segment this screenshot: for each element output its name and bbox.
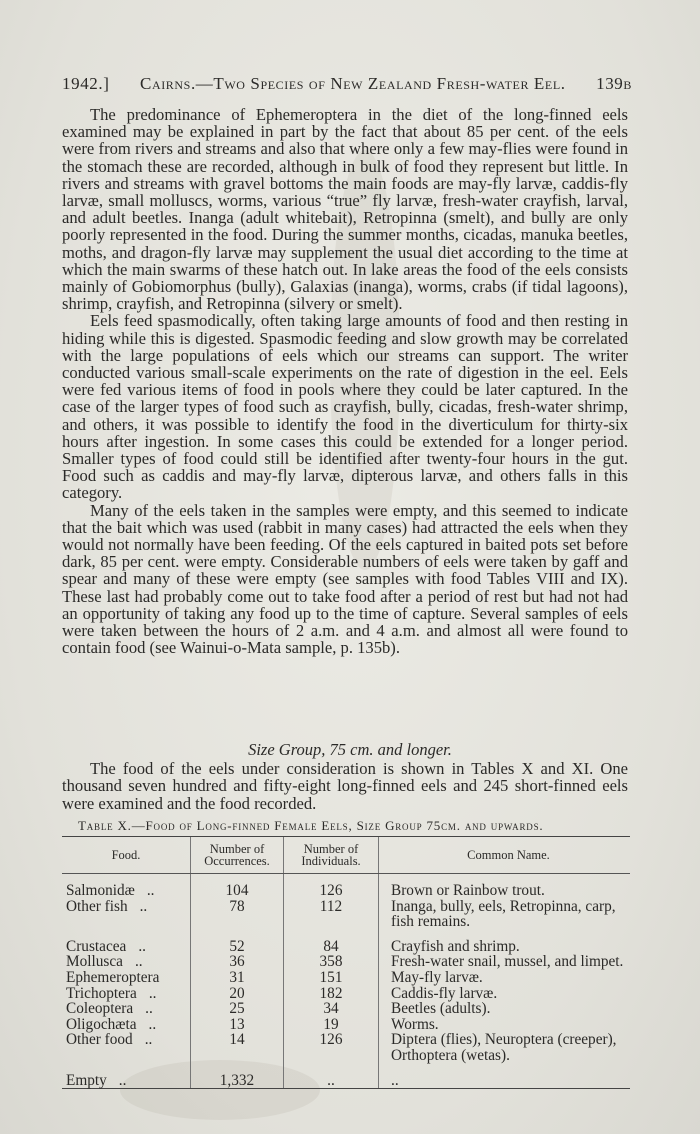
cell-occurrences: 14 <box>191 1032 284 1063</box>
cell-common-name: Fresh-water snail, mussel, and limpet. <box>379 954 631 970</box>
header-title: Cairns.—Two Species of New Zealand Fresh-water Eel. <box>140 74 566 93</box>
food-table <box>62 836 630 1089</box>
running-header <box>62 74 632 94</box>
cell-common-name: Brown or Rainbow trout. <box>379 883 631 899</box>
cell-individuals: 19 <box>284 1017 379 1033</box>
cell-occurrences: 31 <box>191 970 284 986</box>
cell-occurrences: 1,332 <box>191 1073 284 1089</box>
cell-occurrences: 52 <box>191 939 284 955</box>
cell-occurrences: 13 <box>191 1017 284 1033</box>
paragraph-empty-eels: Many of the eels taken in the samples were empty, and this seemed to indicate that the bait which was used (rabbit in many cases) had attracted the eels when they would not normally have been feeding. Of the eels captured in baited pots set before dark, 85 per cent. were empty. Considerable numbers of eels were taken by gaff and spear and many of these were empty (see samples with food Tables VIII and IX). These last had probably come out to take food after a period of rest but had not had an opportunity of taking any food up to the time of capture. Several samples of eels were taken between the hours of 2 a.m. and 4 a.m. and almost all were found to contain food (see Wainui-o-Mata sample, p. 135b). <box>62 500 628 658</box>
paragraph-ephemeroptera: The predominance of Ephemeroptera in the diet of the long-finned eels examined may be explained in part by the fact that about 85 per cent. of the eels were from rivers and streams and also that where only a few may-flies were found in the stomach these are recorded, although in bulk of food they represent but little. In rivers and streams with gravel bottoms the main foods are may-fly larvæ, caddis-fly larvæ, small molluscs, worms, various “true” fly larvæ, fresh-water crayfish, larval, and adult beetles. Inanga (adult whitebait), Retropinna (smelt), and bully are only poorly represented in the food. During the summer months, cicadas, manuka beetles, moths, and dragon-fly larvæ may supplement the usual diet according to the time at which the main swarms of these hatch out. In lake areas the food of the eels consists mainly of Gobiomorphus (bully), Galaxias (inanga), worms, crabs (if tidal lagoons), shrimp, crayfish, and Retropinna (silvery or smelt). <box>62 105 628 314</box>
leader-dots: .. <box>148 1015 157 1033</box>
section-subheading: Size Group, 75 cm. and longer. <box>248 740 452 759</box>
table-row <box>62 939 630 955</box>
leader-dots: .. <box>118 1071 127 1089</box>
header-food: Food. <box>62 837 191 874</box>
table-row <box>62 954 630 970</box>
table-row <box>62 1017 630 1033</box>
cell-common-name: Crayfish and shrimp. <box>379 939 631 955</box>
leader-dots: .. <box>145 1000 153 1018</box>
cell-common-name: Inanga, bully, eels, Retropinna, carp, fish remains. <box>379 899 631 930</box>
cell-food: Oligochæta <box>66 1015 137 1033</box>
table-row <box>62 883 630 899</box>
cell-food: Mollusca <box>66 953 123 971</box>
cell-food: Other food <box>66 1031 133 1049</box>
cell-common-name: Beetles (adults). <box>379 1001 631 1017</box>
cell-individuals: 182 <box>284 986 379 1002</box>
cell-occurrences: 104 <box>191 883 284 899</box>
cell-individuals: 126 <box>284 1032 379 1063</box>
cell-occurrences: 25 <box>191 1001 284 1017</box>
leader-dots: .. <box>148 984 157 1002</box>
cell-food: Empty <box>66 1071 107 1089</box>
cell-food: Other fish <box>66 897 128 915</box>
cell-occurrences: 20 <box>191 986 284 1002</box>
cell-individuals: 151 <box>284 970 379 986</box>
cell-occurrences: 36 <box>191 954 284 970</box>
cell-common-name: Worms. <box>379 1017 631 1033</box>
header-individuals: Number of Individuals. <box>284 837 379 874</box>
header-year: 1942.] <box>62 74 110 93</box>
header-occurrences: Number of Occurrences. <box>191 837 284 874</box>
paragraph-feeding: Eels feed spasmodically, often taking large amounts of food and then resting in hiding while this is digested. Spasmodic feeding and slow growth may be correlated with the large populations of eels which our streams can support. The writer conducted various small-scale experiments on the rate of digestion in the eel. Eels were fed various items of food in pools where they could be later captured. In the case of the larger types of food such as crayfish, bully, cicadas, fresh-water shrimp, and others, it was possible to identify the food in the diverticulum for thirty-six hours after ingestion. In some cases this could be extended for a longer period. Smaller types of food could still be identified after twenty-four hours in the gut. Food such as caddis and may-fly larvæ, dipterous larvæ, and others falls in this category. <box>62 311 628 503</box>
cell-food: Coleoptera <box>66 1000 134 1018</box>
leader-dots: .. <box>144 1031 153 1049</box>
body-text <box>62 106 628 657</box>
cell-food: Trichoptera <box>66 984 137 1002</box>
table-title: Table X.—Food of Long-finned Female Eels, Size Group 75cm. and upwards. <box>78 818 544 833</box>
table-row <box>62 899 630 930</box>
leader-dots: .. <box>138 937 146 955</box>
header-common-name: Common Name. <box>379 837 631 874</box>
cell-individuals: .. <box>284 1073 379 1089</box>
cell-individuals: 34 <box>284 1001 379 1017</box>
cell-individuals: 84 <box>284 939 379 955</box>
cell-common-name: .. <box>379 1073 631 1089</box>
cell-common-name: Diptera (flies), Neuroptera (creeper), Orthoptera (wetas). <box>379 1032 631 1063</box>
table-intro <box>62 760 628 812</box>
cell-occurrences: 78 <box>191 899 284 930</box>
table-row <box>62 986 630 1002</box>
cell-common-name: Caddis-fly larvæ. <box>379 986 631 1002</box>
table-row <box>62 1073 630 1089</box>
cell-individuals: 126 <box>284 883 379 899</box>
leader-dots: .. <box>139 897 148 915</box>
cell-food: Ephemeroptera <box>66 968 160 986</box>
cell-food: Salmonidæ <box>66 882 135 899</box>
table-row <box>62 970 630 986</box>
leader-dots: .. <box>134 953 143 971</box>
paragraph-table-intro: The food of the eels under consideration is shown in Tables X and XI. One thousand seven hundred and fifty-eight long-finned eels and 245 short-finned eels were examined and the food recorded. <box>62 759 628 813</box>
header-page-number: 139b <box>596 74 632 93</box>
table-row <box>62 1032 630 1063</box>
leader-dots: .. <box>146 882 155 899</box>
cell-food: Crustacea <box>66 937 127 955</box>
table-row <box>62 1001 630 1017</box>
cell-common-name: May-fly larvæ. <box>379 970 631 986</box>
cell-individuals: 112 <box>284 899 379 930</box>
cell-individuals: 358 <box>284 954 379 970</box>
table-header-row <box>62 837 630 874</box>
